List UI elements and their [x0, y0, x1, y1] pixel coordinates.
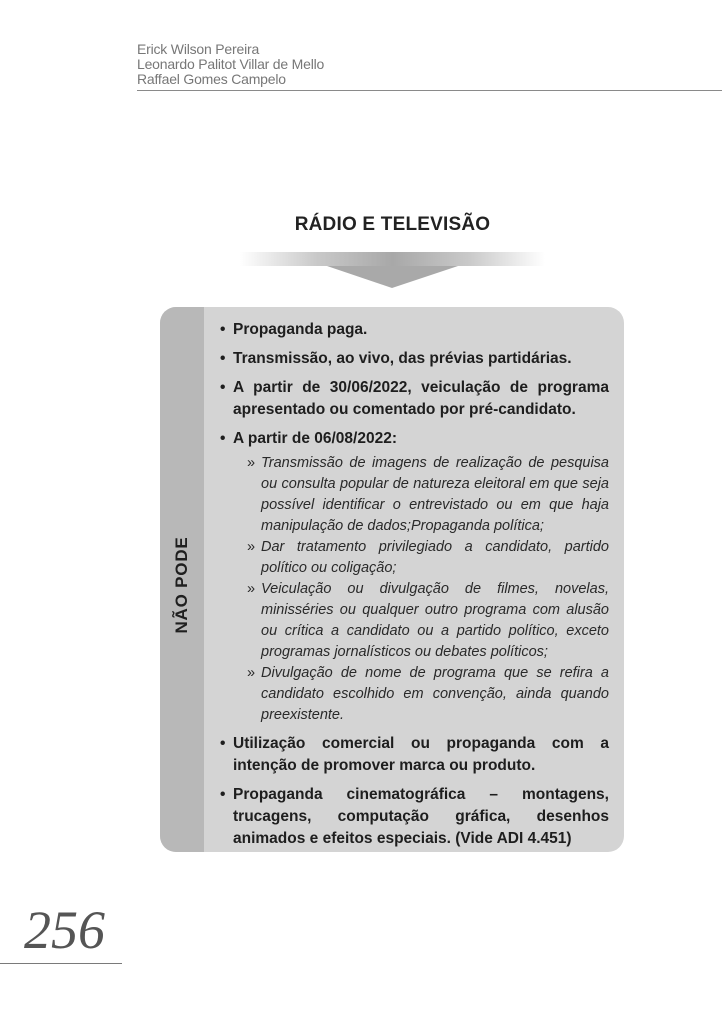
list-item — [220, 348, 609, 370]
list-item-text: A partir de 30/06/2022, veiculação de programa apresentado ou comentado por pré-candidato. — [233, 379, 609, 418]
bullet-icon: • — [220, 379, 226, 396]
header-divider — [137, 90, 722, 91]
list-item-text: Propaganda cinematográfica – montagens, trucagens, computação gráfica, desenhos animados e efeitos especiais. (Vide ADI 4.451) — [233, 786, 609, 847]
sub-list — [233, 453, 609, 726]
list-item-text: A partir de 06/08/2022: — [233, 430, 397, 447]
section-title: RÁDIO E TELEVISÃO — [294, 214, 491, 235]
side-label-bar — [160, 307, 204, 852]
author-list — [137, 42, 722, 87]
sub-list-item-text: Dar tratamento privilegiado a candidato, partido político ou coligação; — [261, 539, 609, 576]
rules-list — [220, 319, 609, 852]
list-item — [220, 784, 609, 850]
list-item-text: Utilização comercial ou propaganda com a intenção de promover marca ou produto. — [233, 735, 609, 774]
author-name: Raffael Gomes Campelo — [137, 71, 286, 87]
list-item-text: Transmissão, ao vivo, das prévias partidárias. — [233, 350, 572, 367]
page-number: 256 — [24, 900, 105, 960]
bullet-icon: • — [220, 735, 226, 752]
bullet-icon: • — [220, 786, 226, 803]
list-item — [220, 733, 609, 777]
list-item — [220, 377, 609, 421]
down-arrow-banner-icon — [240, 252, 545, 288]
sub-list-item — [233, 453, 609, 537]
rules-box — [160, 307, 624, 852]
sub-list-item-text: Transmissão de imagens de realização de pesquisa ou consulta popular de natureza eleitoral em que seja possível identificar o entrevistado ou em que haja manipulação de dados;Propaganda política; — [261, 455, 609, 534]
page-number-rule — [0, 963, 122, 964]
sub-list-item — [233, 663, 609, 726]
chevron-right-icon: » — [247, 581, 256, 597]
chevron-right-icon: » — [247, 539, 256, 555]
sub-list-item-text: Divulgação de nome de programa que se refira a candidato escolhido em convenção, ainda quando preexistente. — [261, 665, 609, 723]
side-label: NÃO PODE — [172, 536, 191, 634]
author-name: Erick Wilson Pereira — [137, 41, 260, 57]
list-item-text: Propaganda paga. — [233, 321, 368, 338]
sub-list-item — [233, 579, 609, 663]
chevron-right-icon: » — [247, 665, 256, 681]
chevron-right-icon: » — [247, 455, 256, 471]
list-item — [220, 428, 609, 726]
sub-list-item — [233, 537, 609, 579]
bullet-icon: • — [220, 430, 226, 447]
list-item — [220, 319, 609, 341]
bullet-icon: • — [220, 321, 226, 338]
author-name: Leonardo Palitot Villar de Mello — [137, 56, 325, 72]
bullet-icon: • — [220, 350, 226, 367]
sub-list-item-text: Veiculação ou divulgação de filmes, novelas, minisséries ou qualquer outro programa com alusão ou crítica a candidato ou a partido político, exceto programas jornalísticos ou debates políticos; — [261, 581, 609, 660]
